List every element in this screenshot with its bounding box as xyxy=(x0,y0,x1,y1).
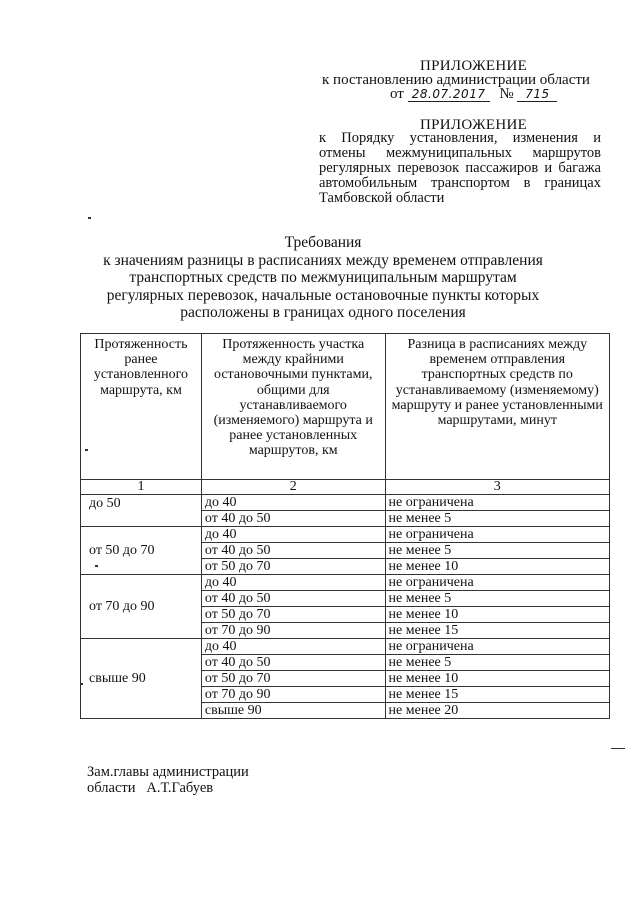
header-route-length: Протяженность ранее установленного маршрута, км xyxy=(81,334,202,480)
route-length-cell: свыше 90 xyxy=(81,639,202,719)
schedule-difference-cell: не менее 15 xyxy=(385,623,609,639)
column-number: 1 xyxy=(81,480,202,495)
number-sign: № xyxy=(499,86,514,102)
decree-date: 28.07.2017 xyxy=(408,87,490,102)
table-row xyxy=(81,639,610,655)
schedule-difference-cell: не менее 10 xyxy=(385,671,609,687)
table-row xyxy=(81,527,610,543)
appendix-1-title: ПРИЛОЖЕНИЕ xyxy=(420,58,528,74)
schedule-difference-cell: не ограничена xyxy=(385,639,609,655)
scan-speck xyxy=(85,449,88,451)
appendix-1-date-row xyxy=(390,86,557,103)
from-label: от xyxy=(390,86,404,102)
schedule-difference-cell: не менее 5 xyxy=(385,591,609,607)
section-length-cell: от 40 до 50 xyxy=(201,591,385,607)
section-length-cell: до 40 xyxy=(201,639,385,655)
appendix-2-title: ПРИЛОЖЕНИЕ xyxy=(420,117,528,133)
requirements-title: Требования xyxy=(284,234,362,251)
route-length-cell: от 70 до 90 xyxy=(81,575,202,639)
signature-block xyxy=(87,764,249,796)
signature-name: области А.Т.Габуев xyxy=(87,780,214,796)
schedule-difference-cell: не ограничена xyxy=(385,527,609,543)
column-number: 3 xyxy=(385,480,609,495)
schedule-difference-cell: не ограничена xyxy=(385,575,609,591)
route-length-cell: до 50 xyxy=(81,495,202,527)
section-length-cell: от 50 до 70 xyxy=(201,559,385,575)
section-length-cell: свыше 90 xyxy=(201,703,385,719)
section-length-cell: до 40 xyxy=(201,495,385,511)
scan-speck xyxy=(88,217,91,219)
section-length-cell: от 70 до 90 xyxy=(201,623,385,639)
section-length-cell: от 40 до 50 xyxy=(201,511,385,527)
section-length-cell: от 50 до 70 xyxy=(201,671,385,687)
requirements-table xyxy=(80,333,610,719)
table-row xyxy=(81,575,610,591)
section-length-cell: от 40 до 50 xyxy=(201,655,385,671)
section-length-cell: от 40 до 50 xyxy=(201,543,385,559)
schedule-difference-cell: не менее 20 xyxy=(385,703,609,719)
scan-speck xyxy=(80,683,83,685)
section-length-cell: от 50 до 70 xyxy=(201,607,385,623)
schedule-difference-cell: не менее 10 xyxy=(385,559,609,575)
schedule-difference-cell: не менее 5 xyxy=(385,543,609,559)
schedule-difference-cell: не менее 5 xyxy=(385,511,609,527)
schedule-difference-cell: не менее 15 xyxy=(385,687,609,703)
scan-speck xyxy=(95,565,98,567)
schedule-difference-cell: не менее 5 xyxy=(385,655,609,671)
table-body xyxy=(81,495,610,719)
header-schedule-difference: Разница в расписаниях между временем отправления транспортных средств по устанавливаемому (изменяемому) маршруту и ранее установленными маршрутами, минут xyxy=(385,334,609,480)
requirements-heading xyxy=(80,234,566,322)
scan-speck xyxy=(611,748,625,749)
column-number-row xyxy=(81,480,610,495)
requirements-line-2: транспортных средств по межмуниципальным маршрутам xyxy=(129,269,517,286)
schedule-difference-cell: не менее 10 xyxy=(385,607,609,623)
header-section-length: Протяженность участка между крайними остановочными пунктами, общими для устанавливаемого (изменяемого) маршрута и ранее установленных маршрутов, км xyxy=(201,334,385,480)
schedule-difference-cell: не ограничена xyxy=(385,495,609,511)
column-number: 2 xyxy=(201,480,385,495)
appendix-1-subtitle: к постановлению администрации области xyxy=(322,72,590,88)
section-length-cell: от 70 до 90 xyxy=(201,687,385,703)
route-length-cell: от 50 до 70 xyxy=(81,527,202,575)
appendix-2-text: к Порядку установления, изменения и отмены межмуниципальных маршрутов регулярных перевозок пассажиров и багажа автомобильным транспортом в границах Тамбовской области xyxy=(319,130,601,206)
table-row xyxy=(81,495,610,511)
section-length-cell: до 40 xyxy=(201,575,385,591)
requirements-line-3: регулярных перевозок, начальные остановочные пункты которых xyxy=(106,286,540,304)
signature-position: Зам.главы администрации xyxy=(87,764,249,780)
requirements-line-1: к значениям разницы в расписаниях между временем отправления xyxy=(103,251,543,269)
requirements-line-4: расположены в границах одного поселения xyxy=(180,304,466,321)
table-header-row xyxy=(81,334,610,480)
section-length-cell: до 40 xyxy=(201,527,385,543)
decree-number: 715 xyxy=(517,87,557,102)
